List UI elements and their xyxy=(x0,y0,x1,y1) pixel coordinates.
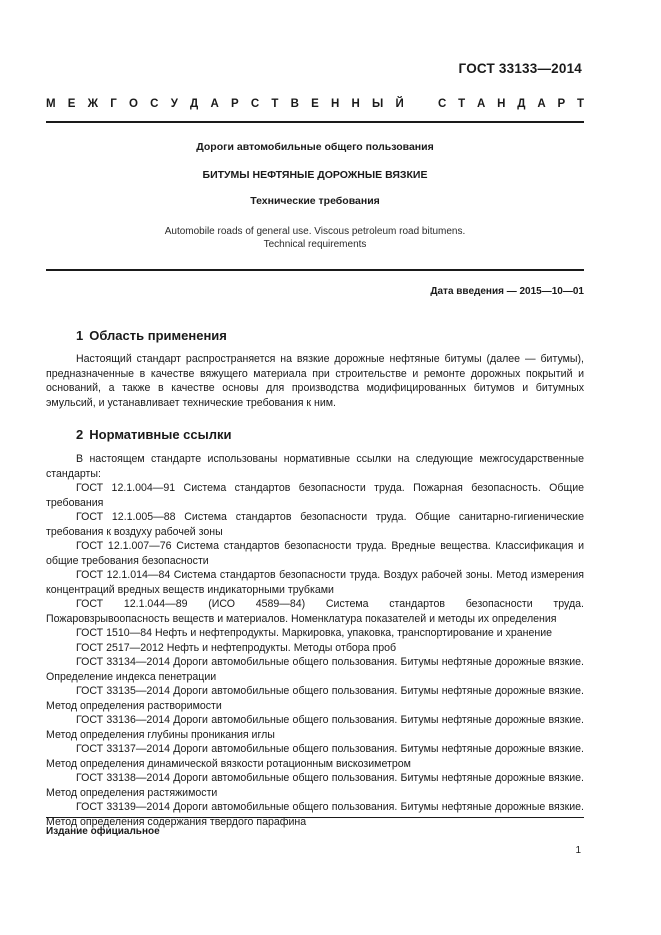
title-line-3: Технические требования xyxy=(250,195,380,207)
banner-letter: Е xyxy=(311,98,319,110)
reference-item: ГОСТ 33137—2014 Дороги автомобильные общего пользования. Битумы нефтяные дорожные вязкие. Метод определения динамической вязкости ротационным вискозиметром xyxy=(46,743,584,770)
banner-letter: Ы xyxy=(372,98,384,110)
banner-letter: Д xyxy=(517,98,526,110)
banner-letter: О xyxy=(129,98,138,110)
reference-item: ГОСТ 12.1.004—91 Система стандартов безопасности труда. Пожарная безопасность. Общие требования xyxy=(46,482,584,509)
english-title xyxy=(46,225,584,251)
banner-letter: А xyxy=(537,98,546,110)
reference-item: ГОСТ 12.1.044—89 (ИСО 4589—84) Система стандартов безопасности труда. Пожаровзрывоопасность веществ и материалов. Номенклатура показателей и методы их определения xyxy=(46,598,584,625)
footer-rule xyxy=(46,817,584,818)
banner-letter: Г xyxy=(110,98,117,110)
section-1-title: Область применения xyxy=(89,328,227,343)
title-rule xyxy=(46,269,584,271)
section-1-number: 1 xyxy=(76,328,84,343)
reference-item: ГОСТ 33136—2014 Дороги автомобильные общего пользования. Битумы нефтяные дорожные вязкие. Метод определения глубины проникания иглы xyxy=(46,714,584,741)
reference-item: ГОСТ 12.1.007—76 Система стандартов безопасности труда. Вредные вещества. Классификация и общие требования безопасности xyxy=(46,540,584,567)
banner-letter: М xyxy=(46,98,56,110)
banner-letter: Ж xyxy=(87,98,99,110)
banner-letter: Н xyxy=(330,98,340,110)
banner-letter: Т xyxy=(576,98,584,110)
banner-rule xyxy=(46,121,584,123)
reference-item: ГОСТ 12.1.005—88 Система стандартов безопасности труда. Общие санитарно-гигиенические требования к воздуху рабочей зоны xyxy=(46,511,584,538)
reference-item: ГОСТ 1510—84 Нефть и нефтепродукты. Маркировка, упаковка, транспортирование и хранение xyxy=(76,627,553,639)
section-1-body xyxy=(46,352,584,410)
banner-letter: С xyxy=(250,98,260,110)
banner-letter: С xyxy=(150,98,159,110)
banner-word-interstate xyxy=(46,98,404,110)
section-2-number: 2 xyxy=(76,427,84,442)
reference-item: ГОСТ 33138—2014 Дороги автомобильные общего пользования. Битумы нефтяные дорожные вязкие. Метод определения растяжимости xyxy=(46,772,584,799)
banner-letter: Й xyxy=(395,98,404,110)
banner-letter: В xyxy=(290,98,299,110)
standard-number: ГОСТ 33133—2014 xyxy=(458,61,582,76)
normative-references xyxy=(46,452,584,829)
banner-letter: Р xyxy=(557,98,566,110)
banner-letter: Д xyxy=(190,98,199,110)
section-1-heading xyxy=(76,328,227,343)
banner-letter: Р xyxy=(230,98,239,110)
reference-item: ГОСТ 2517—2012 Нефть и нефтепродукты. Методы отбора проб xyxy=(76,641,397,654)
banner-letter: Т xyxy=(458,98,466,110)
english-title-line-1: Automobile roads of general use. Viscous petroleum road bitumens. xyxy=(164,226,466,237)
banner-letter: Т xyxy=(271,98,279,110)
references-intro: В настоящем стандарте использованы нормативные ссылки на следующие межгосударственные стандарты: xyxy=(46,453,584,480)
interstate-standard-banner xyxy=(46,98,584,110)
banner-letter: Н xyxy=(497,98,506,110)
banner-letter: Н xyxy=(351,98,360,110)
title-line-2: БИТУМЫ НЕФТЯНЫЕ ДОРОЖНЫЕ ВЯЗКИЕ xyxy=(202,169,428,181)
reference-item: ГОСТ 33135—2014 Дороги автомобильные общего пользования. Битумы нефтяные дорожные вязкие. Метод определения растворимости xyxy=(46,685,584,712)
reference-item: ГОСТ 33134—2014 Дороги автомобильные общего пользования. Битумы нефтяные дорожные вязкие. Определение индекса пенетрации xyxy=(46,656,584,683)
official-edition-label: Издание официальное xyxy=(46,826,160,837)
section-2-heading xyxy=(76,427,231,442)
banner-letter: У xyxy=(170,98,178,110)
banner-word-standard xyxy=(438,98,584,110)
introduction-date: Дата введения — 2015—10—01 xyxy=(430,286,584,297)
banner-letter: А xyxy=(210,98,219,110)
english-title-line-2: Technical requirements xyxy=(263,239,367,250)
title-line-1: Дороги автомобильные общего пользования xyxy=(196,141,434,153)
banner-letter: С xyxy=(438,98,447,110)
page-number: 1 xyxy=(575,845,581,856)
section-2-title: Нормативные ссылки xyxy=(89,427,232,442)
reference-item: ГОСТ 33139—2014 Дороги автомобильные общего пользования. Битумы нефтяные дорожные вязкие. Метод определения содержания твердого парафина xyxy=(46,801,584,828)
banner-letter: А xyxy=(477,98,486,110)
reference-item: ГОСТ 12.1.014—84 Система стандартов безопасности труда. Воздух рабочей зоны. Метод измерения концентраций вредных веществ индикаторными трубками xyxy=(46,569,584,596)
banner-letter: Е xyxy=(67,98,76,110)
section-1-paragraph: Настоящий стандарт распространяется на вязкие дорожные нефтяные битумы (далее — битумы), предназначенные в качестве вяжущего материала при строительстве и ремонте дорожных покрытий и оснований, а также в качестве основы для производства модифицированных битумов и битумных эмульсий, и устанавливает технические требования к ним. xyxy=(46,353,584,409)
